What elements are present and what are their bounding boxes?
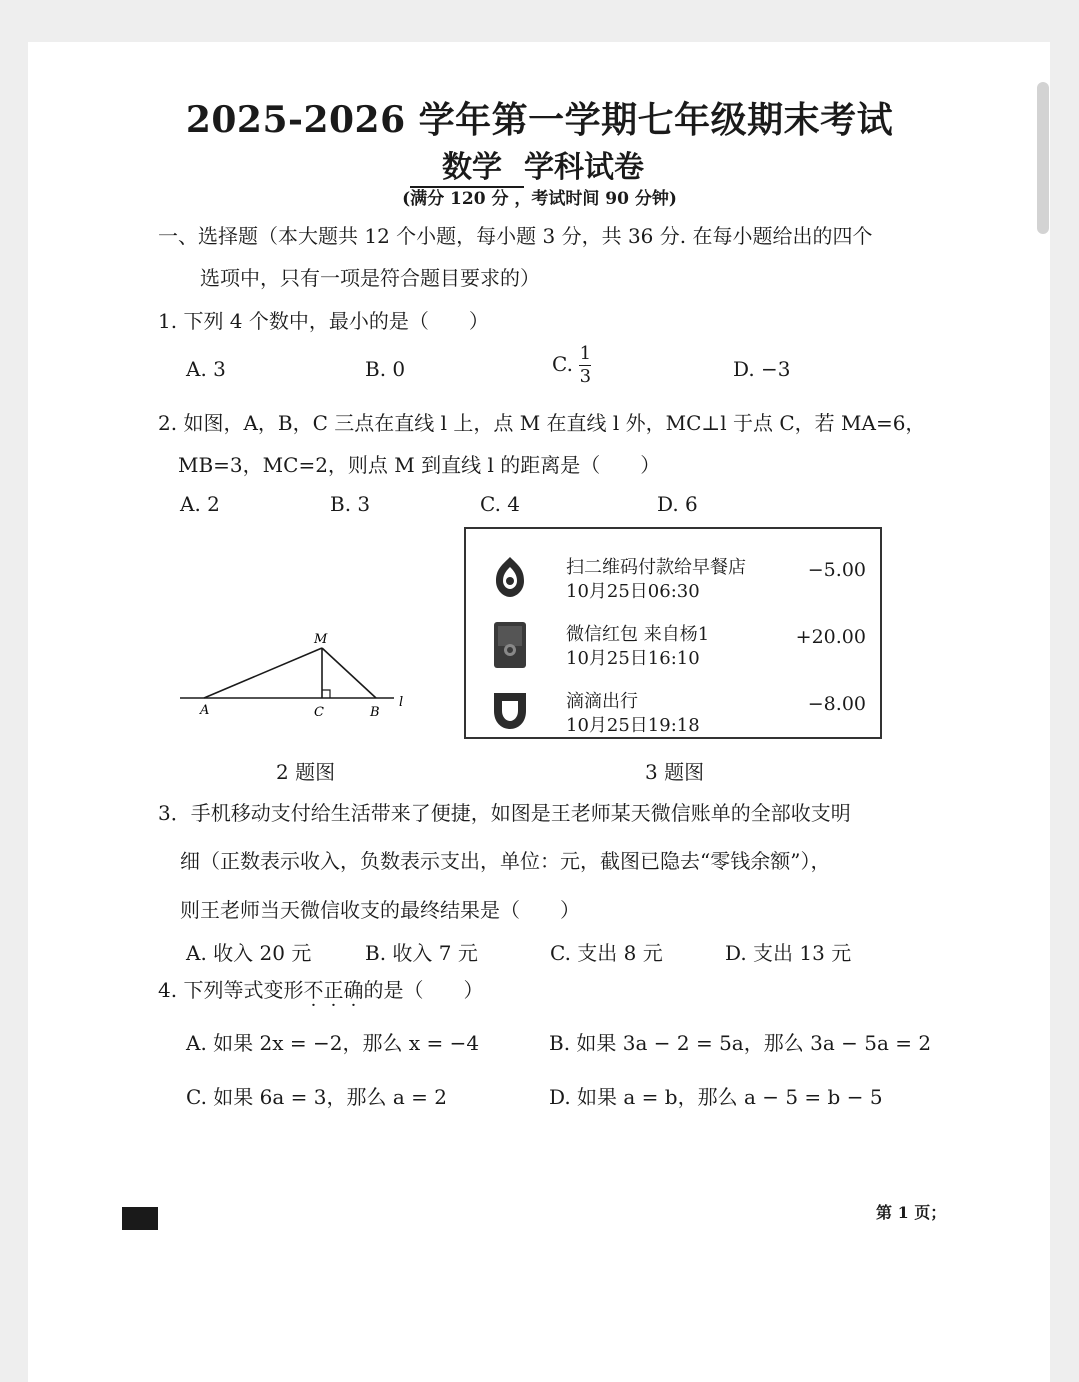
- page-number: 第 1 页；: [876, 1203, 947, 1222]
- bill-item-name: 滴滴出行: [566, 691, 638, 712]
- section1-line2: 选项中，只有一项是符合题目要求的）: [200, 266, 540, 290]
- bill-row: [466, 553, 880, 613]
- bill-item-amount: −8.00: [807, 693, 866, 715]
- q3-line3: 则王老师当天微信收支的最终结果是（ ）: [180, 898, 580, 922]
- q1-stem: 1. 下列 4 个数中，最小的是（ ）: [158, 309, 489, 333]
- q1-option-d: D. −3: [733, 357, 791, 381]
- q3-line2: 细（正数表示收入，负数表示支出，单位：元，截图已隐去“零钱余额”），: [180, 849, 831, 873]
- q2-option-b: B. 3: [330, 492, 371, 516]
- q4-emphasis-char: 正: [323, 978, 344, 1002]
- q3-option-d: D. 支出 13 元: [725, 941, 852, 965]
- q4-option-a: A. 如果 2x = −2，那么 x = −4: [186, 1031, 480, 1055]
- exam-title: 2025-2026 学年第一学期七年级期末考试: [185, 99, 894, 141]
- q3-line1: 3．手机移动支付给生活带来了便捷，如图是王老师某天微信账单的全部收支明: [158, 801, 851, 825]
- q1-option-c-label: C.: [552, 352, 573, 376]
- bill-item-name: 微信红包 来自杨1: [566, 624, 710, 645]
- bill-item-amount: −5.00: [807, 559, 866, 581]
- label-l: l: [399, 695, 404, 710]
- subject-suffix: 学科试卷: [524, 150, 644, 185]
- q4-stem-pre: 4. 下列等式变形: [158, 978, 304, 1002]
- q3-option-c: C. 支出 8 元: [550, 941, 663, 965]
- q1-option-b: B. 0: [365, 357, 406, 381]
- q3-option-a: A. 收入 20 元: [186, 941, 312, 965]
- q2-line2: MB=3，MC=2，则点 M 到直线 l 的距离是（ ）: [178, 453, 661, 477]
- wechat-bill: [464, 527, 882, 739]
- fraction-denominator: 3: [579, 366, 592, 387]
- q2-option-c: C. 4: [480, 492, 521, 516]
- fraction-one-third: [579, 343, 591, 388]
- bill-row: [466, 687, 880, 747]
- bill-item-time: 10月25日19:18: [566, 715, 700, 736]
- corner-mark: [122, 1207, 158, 1230]
- q2-figure: [176, 626, 416, 722]
- q4-option-b: B. 如果 3a − 2 = 5a，那么 3a − 5a = 2: [549, 1031, 932, 1055]
- exam-info: (满分 120 分 ，考试时间 90 分钟): [402, 189, 677, 209]
- right-angle-mark: [322, 690, 330, 698]
- q3-option-b: B. 收入 7 元: [365, 941, 478, 965]
- subject-blank: 数学: [410, 142, 524, 188]
- section1-line1: 一、选择题（本大题共 12 个小题，每小题 3 分，共 36 分. 在每小题给出的四个: [158, 224, 873, 248]
- hands-icon: [490, 553, 530, 601]
- label-M: M: [314, 632, 328, 647]
- q4-emphasis-char: 确: [343, 978, 364, 1002]
- q1-option-c: [552, 343, 591, 388]
- fraction-numerator: 1: [579, 343, 592, 364]
- label-A: A: [200, 703, 210, 718]
- didi-icon: [490, 687, 530, 735]
- segment-MA: [204, 648, 322, 698]
- exam-subject-line: [410, 142, 644, 188]
- q4-stem: [158, 974, 483, 1003]
- q2-line1: 2. 如图，A，B，C 三点在直线 l 上，点 M 在直线 l 外，MC⊥l 于点 C，若 MA=6，: [158, 411, 926, 435]
- q2-option-d: D. 6: [657, 492, 698, 516]
- bill-item-time: 10月25日16:10: [566, 648, 700, 669]
- red-packet-icon: [490, 620, 530, 668]
- q4-stem-post: 的是（ ）: [363, 978, 484, 1002]
- q4-emphasis-char: 不: [303, 978, 324, 1002]
- q4-option-d: D. 如果 a = b，那么 a − 5 = b − 5: [549, 1085, 883, 1109]
- q1-option-a: A. 3: [186, 357, 226, 381]
- q4-option-c: C. 如果 6a = 3，那么 a = 2: [186, 1085, 447, 1109]
- bill-item-time: 10月25日06:30: [566, 581, 700, 602]
- label-B: B: [370, 705, 380, 720]
- q2-option-a: A. 2: [180, 492, 220, 516]
- bill-item-amount: +20.00: [795, 626, 866, 648]
- q3-figure-caption: 3 题图: [645, 760, 705, 784]
- bill-item-name: 扫二维码付款给早餐店: [566, 557, 746, 578]
- bill-row: [466, 620, 880, 680]
- q2-figure-caption: 2 题图: [276, 760, 336, 784]
- label-C: C: [314, 705, 324, 720]
